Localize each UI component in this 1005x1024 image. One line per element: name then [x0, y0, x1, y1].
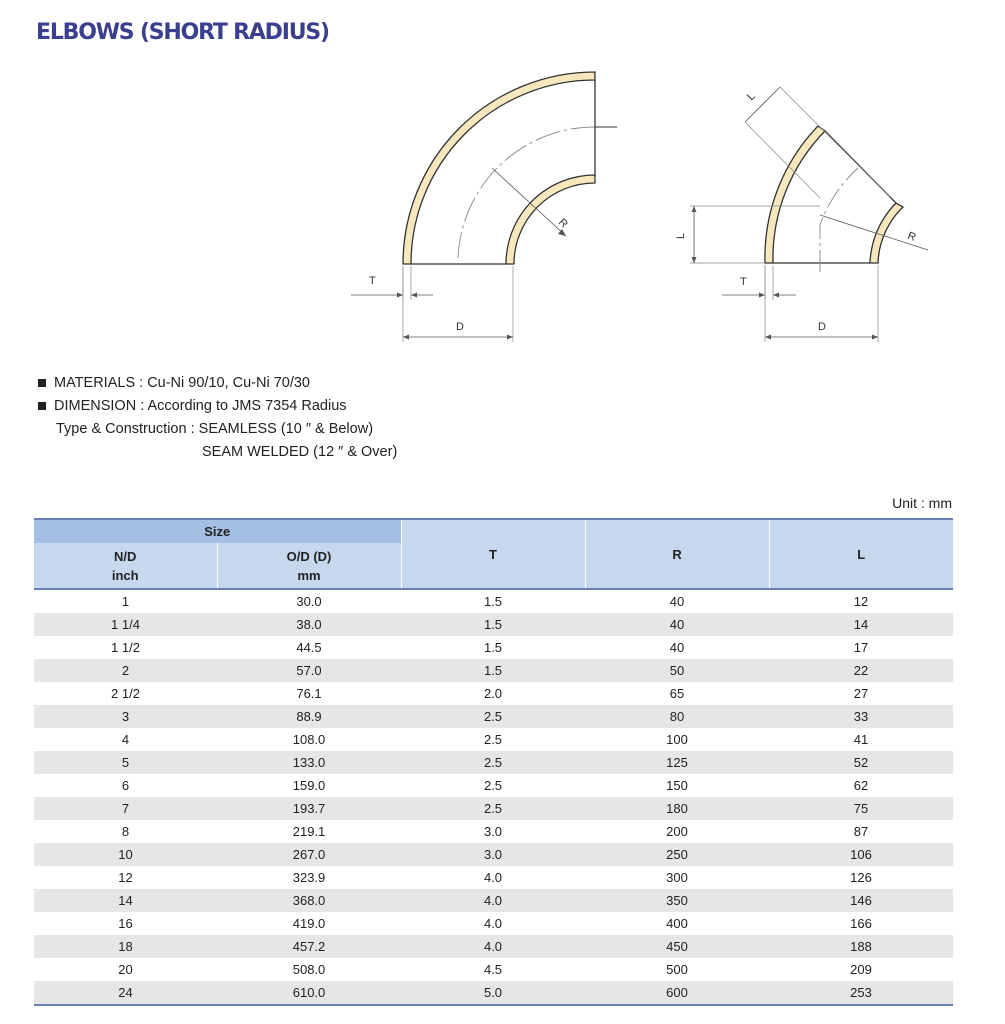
- table-cell: 500: [666, 962, 688, 977]
- table-cell: 368.0: [217, 889, 401, 912]
- right-top-l-label: L: [744, 90, 758, 104]
- table-cell: 80: [585, 705, 769, 728]
- table-cell: 200: [666, 824, 688, 839]
- construction-note: Type & Construction : SEAMLESS (10 ″ & Below): [56, 421, 374, 437]
- table-cell: 610.0: [217, 981, 401, 1005]
- unit-label: Unit : mm: [892, 495, 952, 511]
- table-cell: 159.0: [292, 778, 326, 793]
- materials-note: MATERIALS : Cu-Ni 90/10, Cu-Ni 70/30: [38, 372, 397, 395]
- table-cell: 1.5: [483, 594, 503, 609]
- right-r-label: R: [905, 229, 918, 244]
- table-cell: 12: [853, 594, 869, 609]
- table-cell: 87: [853, 824, 869, 839]
- table-cell: 5: [34, 751, 217, 774]
- table-cell: 2.5: [401, 705, 585, 728]
- table-row: [34, 751, 953, 774]
- table-cell: 44.5: [296, 640, 322, 655]
- table-cell: 17: [853, 640, 869, 655]
- table-cell: 1 1/2: [111, 640, 140, 655]
- table-cell: 1.5: [401, 659, 585, 682]
- table-cell: 1.5: [483, 640, 503, 655]
- table-cell: 508.0: [292, 962, 326, 977]
- table-cell: 2.5: [401, 797, 585, 820]
- table-cell: 600: [585, 981, 769, 1005]
- table-cell: 2: [34, 659, 217, 682]
- col-header-od: O/D (D) mm: [217, 543, 401, 589]
- left-d-label: D: [456, 321, 464, 333]
- table-cell: 57.0: [217, 659, 401, 682]
- col-header-nd: N/D inch: [34, 543, 217, 589]
- left-t-label: T: [369, 275, 376, 287]
- table-cell: 40: [669, 640, 685, 655]
- bullet-square-icon: [38, 379, 46, 387]
- col-header-r: R: [585, 519, 769, 589]
- table-cell: 88.9: [217, 705, 401, 728]
- table-cell: 12: [118, 870, 133, 885]
- table-cell: 14: [34, 889, 217, 912]
- table-cell: 52: [769, 751, 953, 774]
- table-cell: 3.0: [401, 843, 585, 866]
- col-header-l: L: [769, 519, 953, 589]
- table-cell: 5.0: [401, 981, 585, 1005]
- table-cell: 40: [669, 594, 685, 609]
- table-cell: 4: [121, 732, 130, 747]
- right-side-l-label: L: [675, 232, 687, 239]
- table-cell: 457.2: [217, 935, 401, 958]
- table-cell: 16: [118, 916, 133, 931]
- table-cell: 350: [585, 889, 769, 912]
- table-cell: 6: [121, 778, 130, 793]
- table-row: [34, 705, 953, 728]
- table-cell: 62: [853, 778, 869, 793]
- right-d-label: D: [818, 321, 826, 333]
- table-cell: 166: [850, 916, 872, 931]
- table-cell: 27: [853, 686, 869, 701]
- table-cell: 24: [34, 981, 217, 1005]
- left-r-label: R: [555, 216, 571, 231]
- table-cell: 50: [585, 659, 769, 682]
- right-t-label: T: [740, 276, 747, 288]
- table-cell: 3.0: [483, 824, 503, 839]
- table-cell: 125: [585, 751, 769, 774]
- page-title: ELBOWS (SHORT RADIUS): [36, 20, 329, 45]
- table-row: [34, 889, 953, 912]
- table-cell: 3: [34, 705, 217, 728]
- elbow-45-drawing: [675, 87, 928, 342]
- table-cell: 4.0: [401, 889, 585, 912]
- table-row: [34, 636, 953, 659]
- table-row: [34, 843, 953, 866]
- table-row: [34, 589, 953, 613]
- construction-note-cont: SEAM WELDED (12 ″ & Over): [202, 444, 398, 460]
- table-cell: 41: [853, 732, 869, 747]
- bullet-square-icon: [38, 402, 46, 410]
- table-cell: 106: [769, 843, 953, 866]
- table-cell: 10: [34, 843, 217, 866]
- table-cell: 65: [669, 686, 685, 701]
- col-header-t: T: [401, 519, 585, 589]
- table-cell: 75: [769, 797, 953, 820]
- table-cell: 2.5: [483, 732, 503, 747]
- table-cell: 2.5: [483, 778, 503, 793]
- table-row: [34, 774, 953, 797]
- table-row: [34, 935, 953, 958]
- table-cell: 108.0: [292, 732, 326, 747]
- table-cell: 20: [118, 962, 133, 977]
- table-row: [34, 797, 953, 820]
- table-cell: 188: [769, 935, 953, 958]
- elbow-drawings: [0, 0, 1005, 360]
- table-cell: 2 1/2: [111, 686, 140, 701]
- table-cell: 2.5: [401, 751, 585, 774]
- table-cell: 419.0: [292, 916, 326, 931]
- table-cell: 133.0: [217, 751, 401, 774]
- spec-table-body: [34, 589, 953, 1005]
- spec-notes: [38, 372, 397, 464]
- table-row: [34, 682, 953, 705]
- table-cell: 4.0: [401, 935, 585, 958]
- table-cell: 40: [585, 613, 769, 636]
- table-cell: 180: [585, 797, 769, 820]
- table-cell: 253: [769, 981, 953, 1005]
- table-cell: 1: [121, 594, 130, 609]
- table-cell: 1 1/4: [34, 613, 217, 636]
- table-row: [34, 820, 953, 843]
- table-cell: 1.5: [401, 613, 585, 636]
- table-cell: 4.5: [483, 962, 503, 977]
- table-cell: 209: [850, 962, 872, 977]
- table-row: [34, 866, 953, 889]
- table-cell: 4.0: [483, 870, 503, 885]
- table-cell: 2.0: [483, 686, 503, 701]
- table-cell: 14: [769, 613, 953, 636]
- table-cell: 400: [666, 916, 688, 931]
- table-row: [34, 659, 953, 682]
- table-cell: 22: [769, 659, 953, 682]
- size-group-header: Size: [34, 519, 401, 543]
- table-row: [34, 981, 953, 1005]
- table-cell: 219.1: [292, 824, 326, 839]
- table-cell: 146: [769, 889, 953, 912]
- table-cell: 100: [666, 732, 688, 747]
- table-cell: 250: [585, 843, 769, 866]
- elbow-90-drawing: [351, 72, 617, 342]
- table-cell: 33: [769, 705, 953, 728]
- table-row: [34, 912, 953, 935]
- table-cell: 193.7: [217, 797, 401, 820]
- table-cell: 8: [121, 824, 130, 839]
- table-cell: 323.9: [292, 870, 326, 885]
- table-cell: 76.1: [296, 686, 322, 701]
- table-cell: 7: [34, 797, 217, 820]
- table-cell: 38.0: [217, 613, 401, 636]
- table-cell: 18: [34, 935, 217, 958]
- table-row: [34, 958, 953, 981]
- table-cell: 30.0: [296, 594, 322, 609]
- dimension-note: DIMENSION : According to JMS 7354 Radius: [38, 395, 397, 418]
- table-cell: 4.0: [483, 916, 503, 931]
- table-cell: 300: [666, 870, 688, 885]
- table-row: [34, 728, 953, 751]
- table-cell: 450: [585, 935, 769, 958]
- table-cell: 150: [666, 778, 688, 793]
- table-cell: 126: [850, 870, 872, 885]
- elbow-spec-table: [34, 518, 953, 1006]
- table-cell: 267.0: [217, 843, 401, 866]
- table-row: [34, 613, 953, 636]
